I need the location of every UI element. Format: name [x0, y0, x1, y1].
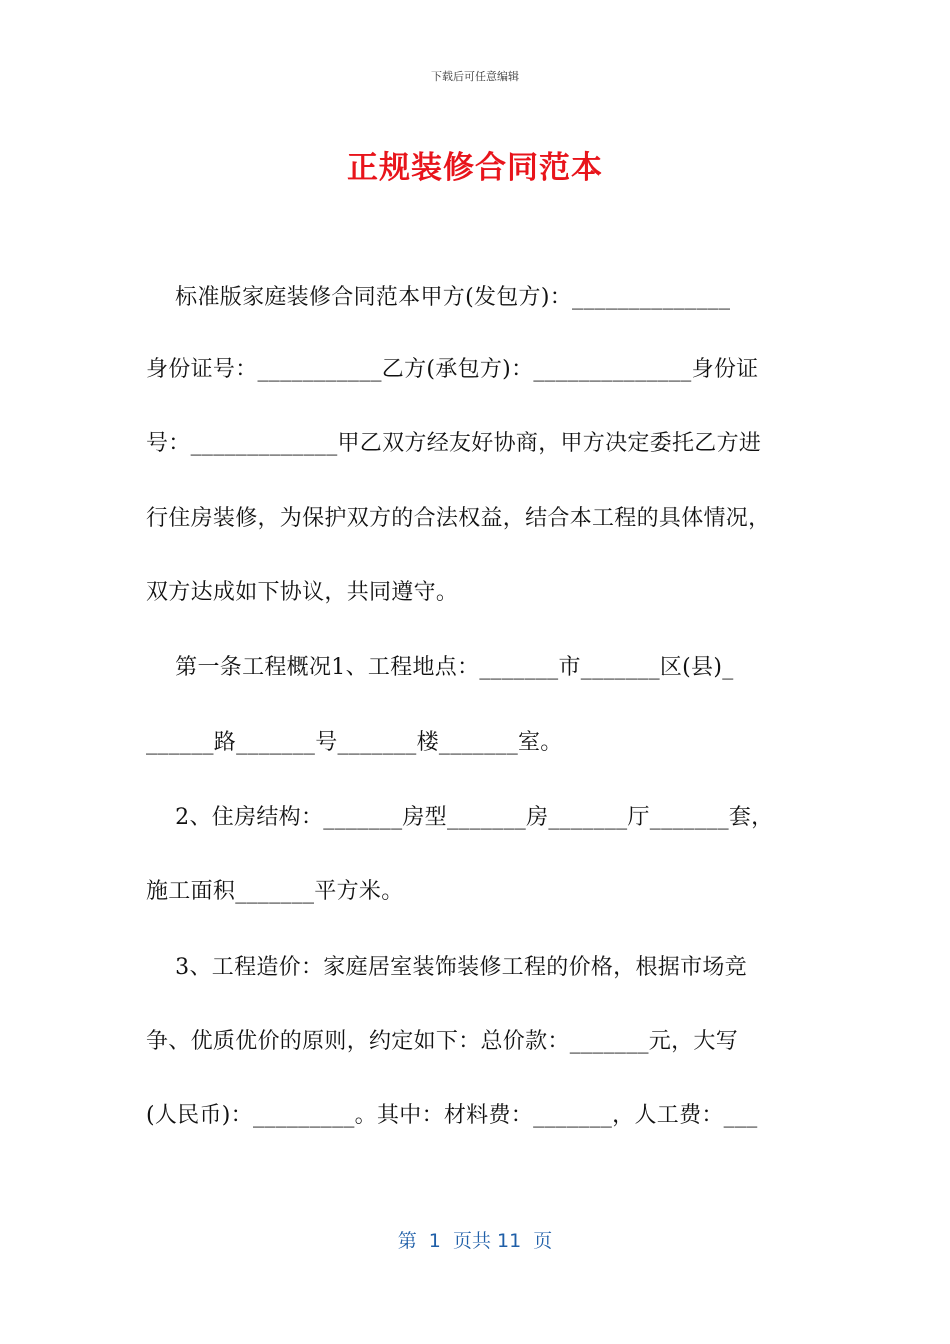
- paragraph-line: 第一条工程概况1、工程地点：_______市_______区(县)_: [146, 655, 734, 680]
- paragraph-line: 标准版家庭装修合同范本甲方(发包方)：______________: [146, 285, 731, 310]
- paragraph-line: 行住房装修，为保护双方的合法权益，结合本工程的具体情况，: [146, 506, 771, 531]
- paragraph-line: 2、住房结构：_______房型_______房_______厅_______套，: [146, 805, 774, 830]
- paragraph-line: 争、优质优价的原则，约定如下：总价款：_______元，大写: [146, 1029, 739, 1054]
- page-number-footer: 第 1 页共 11 页: [397, 1230, 553, 1252]
- paragraph-line: 施工面积_______平方米。: [146, 879, 404, 904]
- paragraph-line: 双方达成如下协议，共同遵守。: [146, 580, 459, 605]
- paragraph-line: 3、工程造价：家庭居室装饰装修工程的价格，根据市场竞: [146, 955, 747, 980]
- paragraph-line: ______路_______号_______楼_______室。: [146, 730, 563, 755]
- paragraph-line: 身份证号：___________乙方(承包方)：______________身份证: [146, 357, 759, 382]
- paragraph-line: 号：_____________甲乙双方经友好协商，甲方决定委托乙方进: [146, 431, 762, 456]
- header-note: 下载后可任意编辑: [431, 70, 519, 83]
- paragraph-line: (人民币)：_________。其中：材料费：_______，人工费：___: [146, 1103, 758, 1128]
- document-title: 正规装修合同范本: [347, 150, 603, 186]
